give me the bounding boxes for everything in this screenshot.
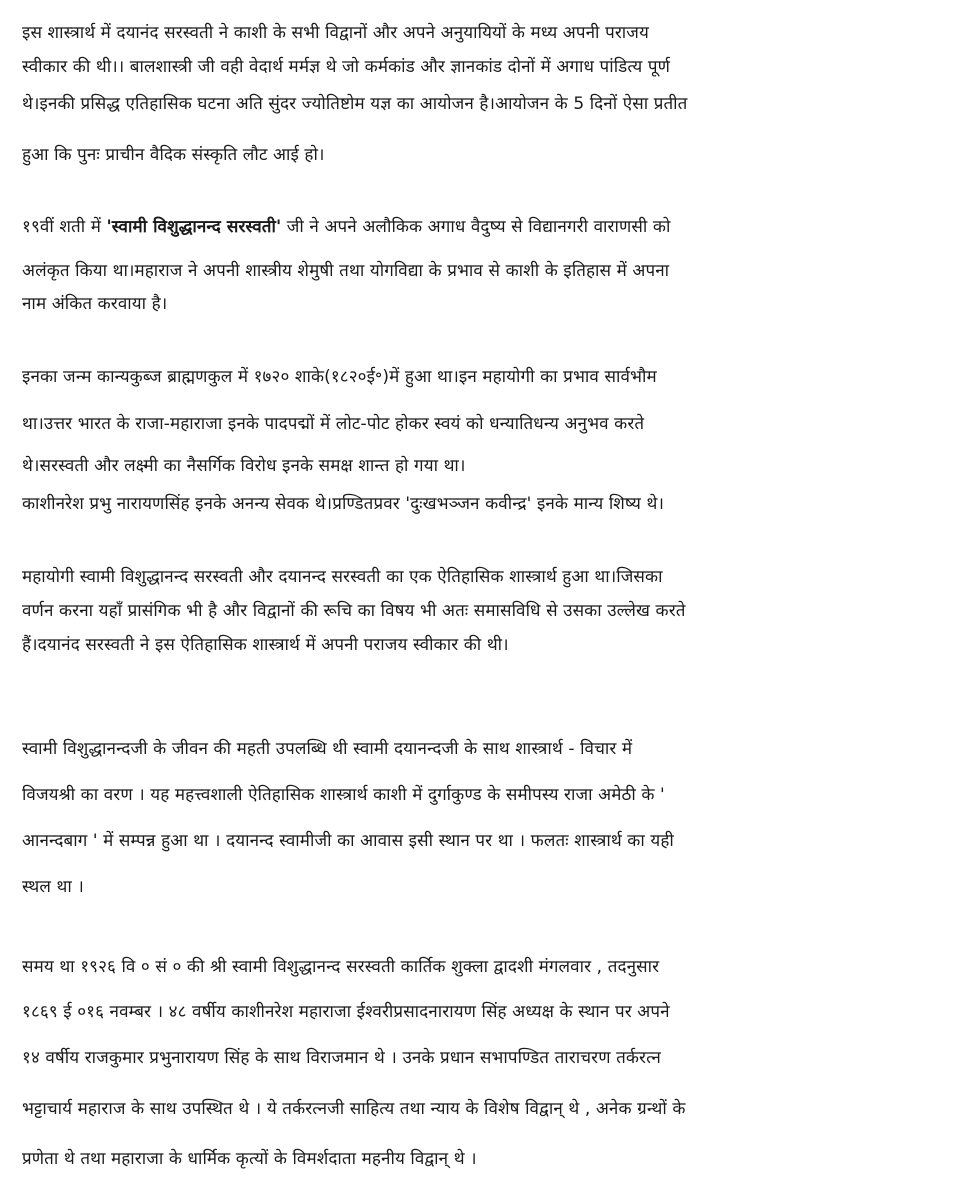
text-line: था।उत्तर भारत के राजा-महाराजा इनके पादपद्मों में लोट-पोट होकर स्वयं को धन्यातिधन्य अनुभव करते (22, 414, 645, 434)
text-line: स्थल था । (22, 877, 84, 897)
text-line: वर्णन करना यहाँ प्रासंगिक भी है और विद्वानों की रूचि का विषय भी अतः समासविधि से उसका उल्लेख करते (22, 601, 686, 621)
text-line: स्वामी विशुद्धानन्दजी के जीवन की महती उपलब्धि थी स्वामी दयानन्दजी के साथ शास्त्रार्थ - विचार में (22, 739, 633, 759)
text-line: भट्टाचार्य महाराज के साथ उपस्थित थे । ये तर्करत्नजी साहित्य तथा न्याय के विशेष विद्वान् थे , अनेक ग्रन्थों के (22, 1099, 686, 1119)
text-line: प्रणेता थे तथा महाराजा के धार्मिक कृत्यों के विमर्शदाता महनीय विद्वान् थे । (22, 1149, 477, 1169)
text-line: अलंकृत किया था।महाराज ने अपनी शास्त्रीय शेमुषी तथा योगविद्या के प्रभाव से काशी के इतिहास में अपना (22, 261, 670, 281)
text-line: थे।इनकी प्रसिद्ध एतिहासिक घटना अति सुंदर ज्योतिष्टोम यज्ञ का आयोजन है।आयोजन के 5 दिनों ऐसा प्रतीत (22, 94, 688, 114)
text-line: हैं।दयानंद सरस्वती ने इस ऐतिहासिक शास्त्रार्थ में अपनी पराजय स्वीकार की थी। (22, 635, 509, 655)
text-line: नाम अंकित करवाया है। (22, 294, 168, 314)
text-line: थे।सरस्वती और लक्ष्मी का नैसर्गिक विरोध इनके समक्ष शान्त हो गया था। (22, 456, 466, 476)
text-line: इनका जन्म कान्यकुब्ज ब्राह्मणकुल में १७२० शाके(१८२०ई॰)में हुआ था।इन महायोगी का प्रभाव सार्वभौम (22, 367, 657, 387)
text-line: महायोगी स्वामी विशुद्धानन्द सरस्वती और दयानन्द सरस्वती का एक ऐतिहासिक शास्त्रार्थ हुआ था।जिसका (22, 567, 663, 587)
text-line (22, 216, 670, 238)
text-line: इस शास्त्रार्थ में दयानंद सरस्वती ने काशी के सभी विद्वानों और अपने अनुयायियों के मध्य अपनी पराजय (22, 23, 649, 43)
text-line: स्वीकार की थी।। बालशास्त्री जी वही वेदार्थ मर्मज्ञ थे जो कर्मकांड और ज्ञानकांड दोनों में अगाध पांडित्य पूर्ण (22, 57, 670, 77)
text-segment: जी ने अपने अलौकिक अगाध वैदुष्य से विद्यानगरी वाराणसी को (281, 217, 671, 237)
text-line: विजयश्री का वरण । यह महत्त्वशाली ऐतिहासिक शास्त्रार्थ काशी में दुर्गाकुण्ड के समीपस्य राजा अमेठी के ' (22, 785, 665, 805)
text-line: काशीनरेश प्रभु नारायणसिंह इनके अनन्य सेवक थे।प्रण्डितप्रवर 'दुःखभञ्जन कवीन्द्र' इनके मान्य शिष्य थे। (22, 494, 665, 514)
text-line: समय था १९२६ वि ० सं ० की श्री स्वामी विशुद्धानन्द सरस्वती कार्तिक शुक्ला द्वादशी मंगलवार , तदनुसार (22, 957, 660, 977)
text-segment: १९वीं शती में (22, 217, 107, 237)
bold-name: 'स्वामी विशुद्धानन्द सरस्वती' (106, 217, 282, 237)
text-line: १४ वर्षीय राजकुमार प्रभुनारायण सिंह के साथ विराजमान थे । उनके प्रधान सभापण्डित ताराचरण तर्करत्न (22, 1048, 661, 1068)
text-line: आनन्दबाग ' में सम्पन्न हुआ था । दयानन्द स्वामीजी का आवास इसी स्थान पर था । फलतः शास्त्रार्थ का यही (22, 831, 674, 851)
text-line: हुआ कि पुनः प्राचीन वैदिक संस्कृति लौट आई हो। (22, 145, 325, 165)
text-line: १८६९ ई ०१६ नवम्बर । ४८ वर्षीय काशीनरेश महाराजा ईश्वरीप्रसादनारायण सिंह अध्यक्ष के स्थान पर अपने (22, 1002, 670, 1022)
